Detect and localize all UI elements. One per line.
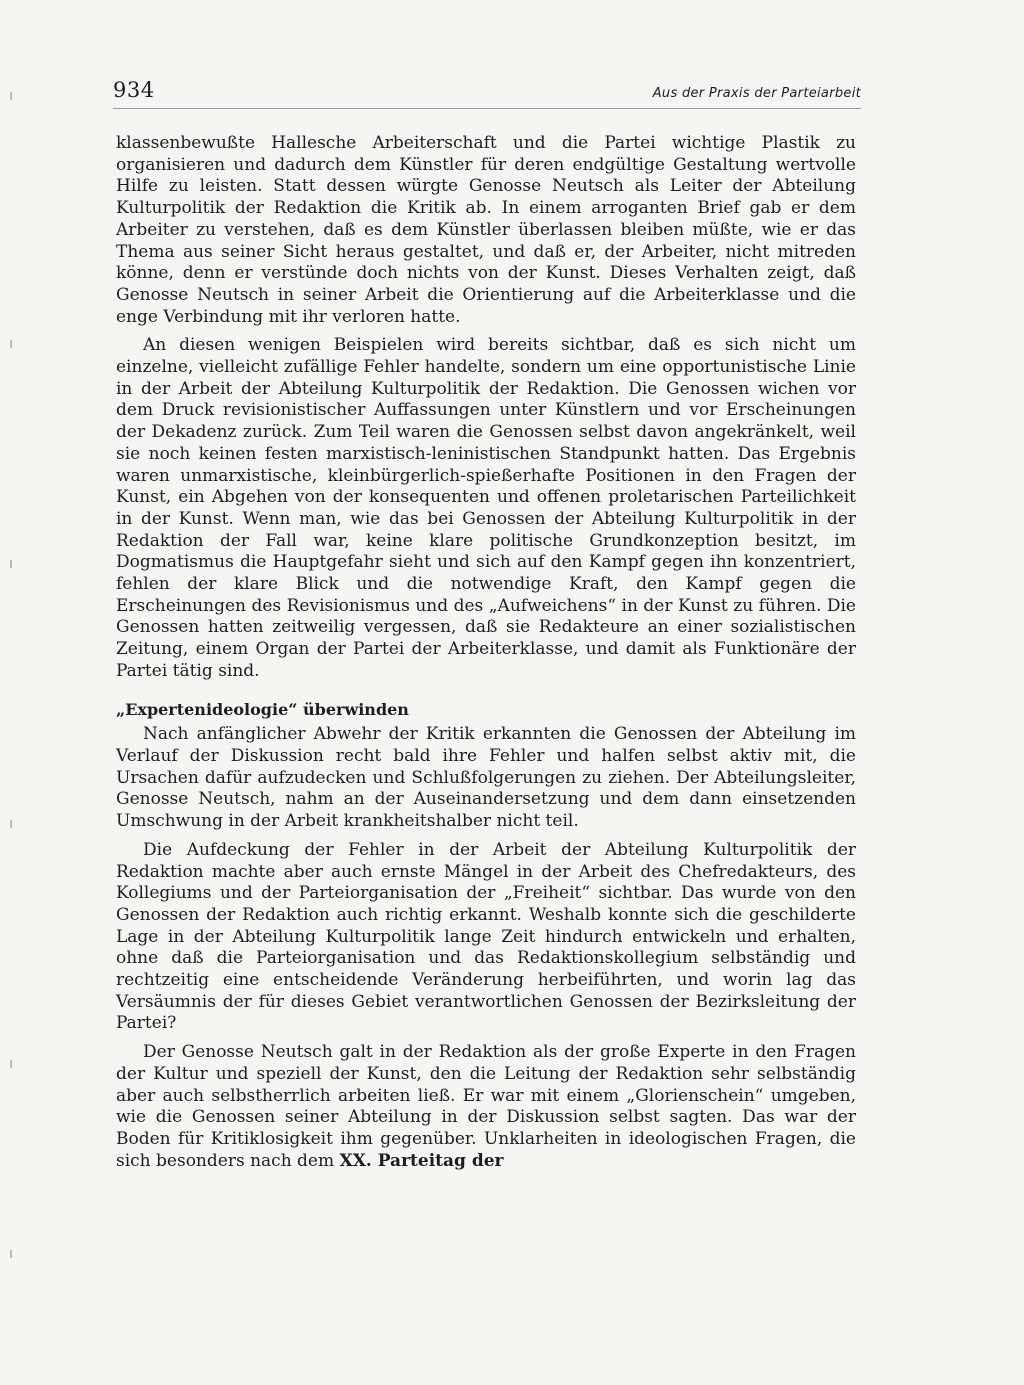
paragraph-1: klassenbewußte Hallesche Arbeiterschaft und die Partei wichtige Plastik zu organisieren und dadurch dem Künstler für deren endgültige Gestaltung wertvolle Hilfe zu leisten. Statt dessen würgte Genosse Neutsch als Leiter der Abteilung Kulturpolitik der Redaktion die Kritik ab. In einem arroganten Brief gab er dem Arbeiter zu verstehen, daß es dem Künstler überlassen bleiben müßte, wie er das Thema aus seiner Sicht heraus gestaltet, und daß er, der Arbeiter, nicht mitreden könne, denn er verstünde doch nichts von der Kunst. Dieses Verhalten zeigt, daß Genosse Neutsch in seiner Arbeit die Orientierung auf die Arbeiterklasse und die enge Verbindung mit ihr verloren hatte.	[116, 133, 856, 327]
paragraph-5-bold-tail: XX. Parteitag der	[339, 1150, 504, 1171]
margin-mark	[10, 820, 12, 828]
paragraph-5-text: Der Genosse Neutsch galt in der Redaktion als der große Experte in den Fragen der Kultur und speziell der Kunst, den die Leitung der Redaktion sehr selbständig aber auch selbstherrlich arbeiten ließ. Er war mit einem „Glorienschein“ umgeben, wie die Genossen seiner Abteilung in der Diskussion selbst sagten. Das war der Boden für Kritiklosigkeit ihm gegenüber. Unklarheiten in ideologischen Fragen, die sich besonders nach dem	[116, 1042, 856, 1171]
margin-mark	[10, 92, 12, 100]
header-rule	[113, 108, 861, 109]
paragraph-2: An diesen wenigen Beispielen wird bereits sichtbar, daß es sich nicht um einzelne, vielleicht zufällige Fehler handelte, sondern um eine opportunistische Linie in der Arbeit der Abteilung Kulturpolitik der Redaktion. Die Genossen wichen vor dem Druck revisionistischer Auffassungen unter Künstlern und vor Erscheinungen der Dekadenz zurück. Zum Teil waren die Genossen selbst davon angekränkelt, weil sie noch keinen festen marxistisch-leninistischen Standpunkt hatten. Das Ergebnis waren unmarxistische, kleinbürgerlich-spießerhafte Positionen in den Fragen der Kunst, ein Abgehen von der konsequenten und offenen proletarischen Parteilichkeit in der Kunst. Wenn man, wie das bei Genossen der Abteilung Kulturpolitik in der Redaktion der Fall war, keine klare politische Grundkonzeption besitzt, im Dogmatismus die Hauptgefahr sieht und sich auf den Kampf gegen ihn konzentriert, fehlen der klare Blick und die notwendige Kraft, den Kampf gegen die Erscheinungen des Revisionismus und des „Aufweichens“ in der Kunst zu führen. Die Genossen hatten zeitweilig vergessen, daß sie Redakteure an einer sozialistischen Zeitung, einem Organ der Partei der Arbeiterklasse, und damit als Funktionäre der Partei tätig sind.	[116, 335, 856, 681]
margin-mark	[10, 1250, 12, 1258]
page-header	[113, 78, 861, 110]
margin-mark	[10, 560, 12, 568]
running-title: Aus der Praxis der Parteiarbeit	[652, 86, 861, 101]
paragraph-5	[116, 1042, 856, 1172]
body-text	[116, 133, 856, 1179]
margin-mark	[10, 1060, 12, 1068]
margin-mark	[10, 340, 12, 348]
paragraph-3: Nach anfänglicher Abwehr der Kritik erkannten die Genossen der Abteilung im Verlauf der Diskussion recht bald ihre Fehler und halfen selbst aktiv mit, die Ursachen dafür aufzudecken und Schlußfolgerungen zu ziehen. Der Abteilungsleiter, Genosse Neutsch, nahm an der Auseinandersetzung und dem dann einsetzenden Umschwung in der Arbeit krankheitshalber nicht teil.	[116, 724, 856, 832]
section-heading: „Expertenideologie“ überwinden	[116, 699, 409, 719]
page-number: 934	[113, 78, 155, 102]
paragraph-4: Die Aufdeckung der Fehler in der Arbeit der Abteilung Kulturpolitik der Redaktion machte aber auch ernste Mängel in der Arbeit des Chefredakteurs, des Kollegiums und der Parteiorganisation der „Freiheit“ sichtbar. Das wurde von den Genossen der Redaktion auch richtig erkannt. Weshalb konnte sich die geschilderte Lage in der Abteilung Kulturpolitik lange Zeit hindurch entwickeln und erhalten, ohne daß die Parteiorganisation und das Redaktionskollegium selbständig und rechtzeitig eine entscheidende Veränderung herbeiführten, und worin lag das Versäumnis der für dieses Gebiet verantwortlichen Genossen der Bezirksleitung der Partei?	[116, 839, 856, 1034]
